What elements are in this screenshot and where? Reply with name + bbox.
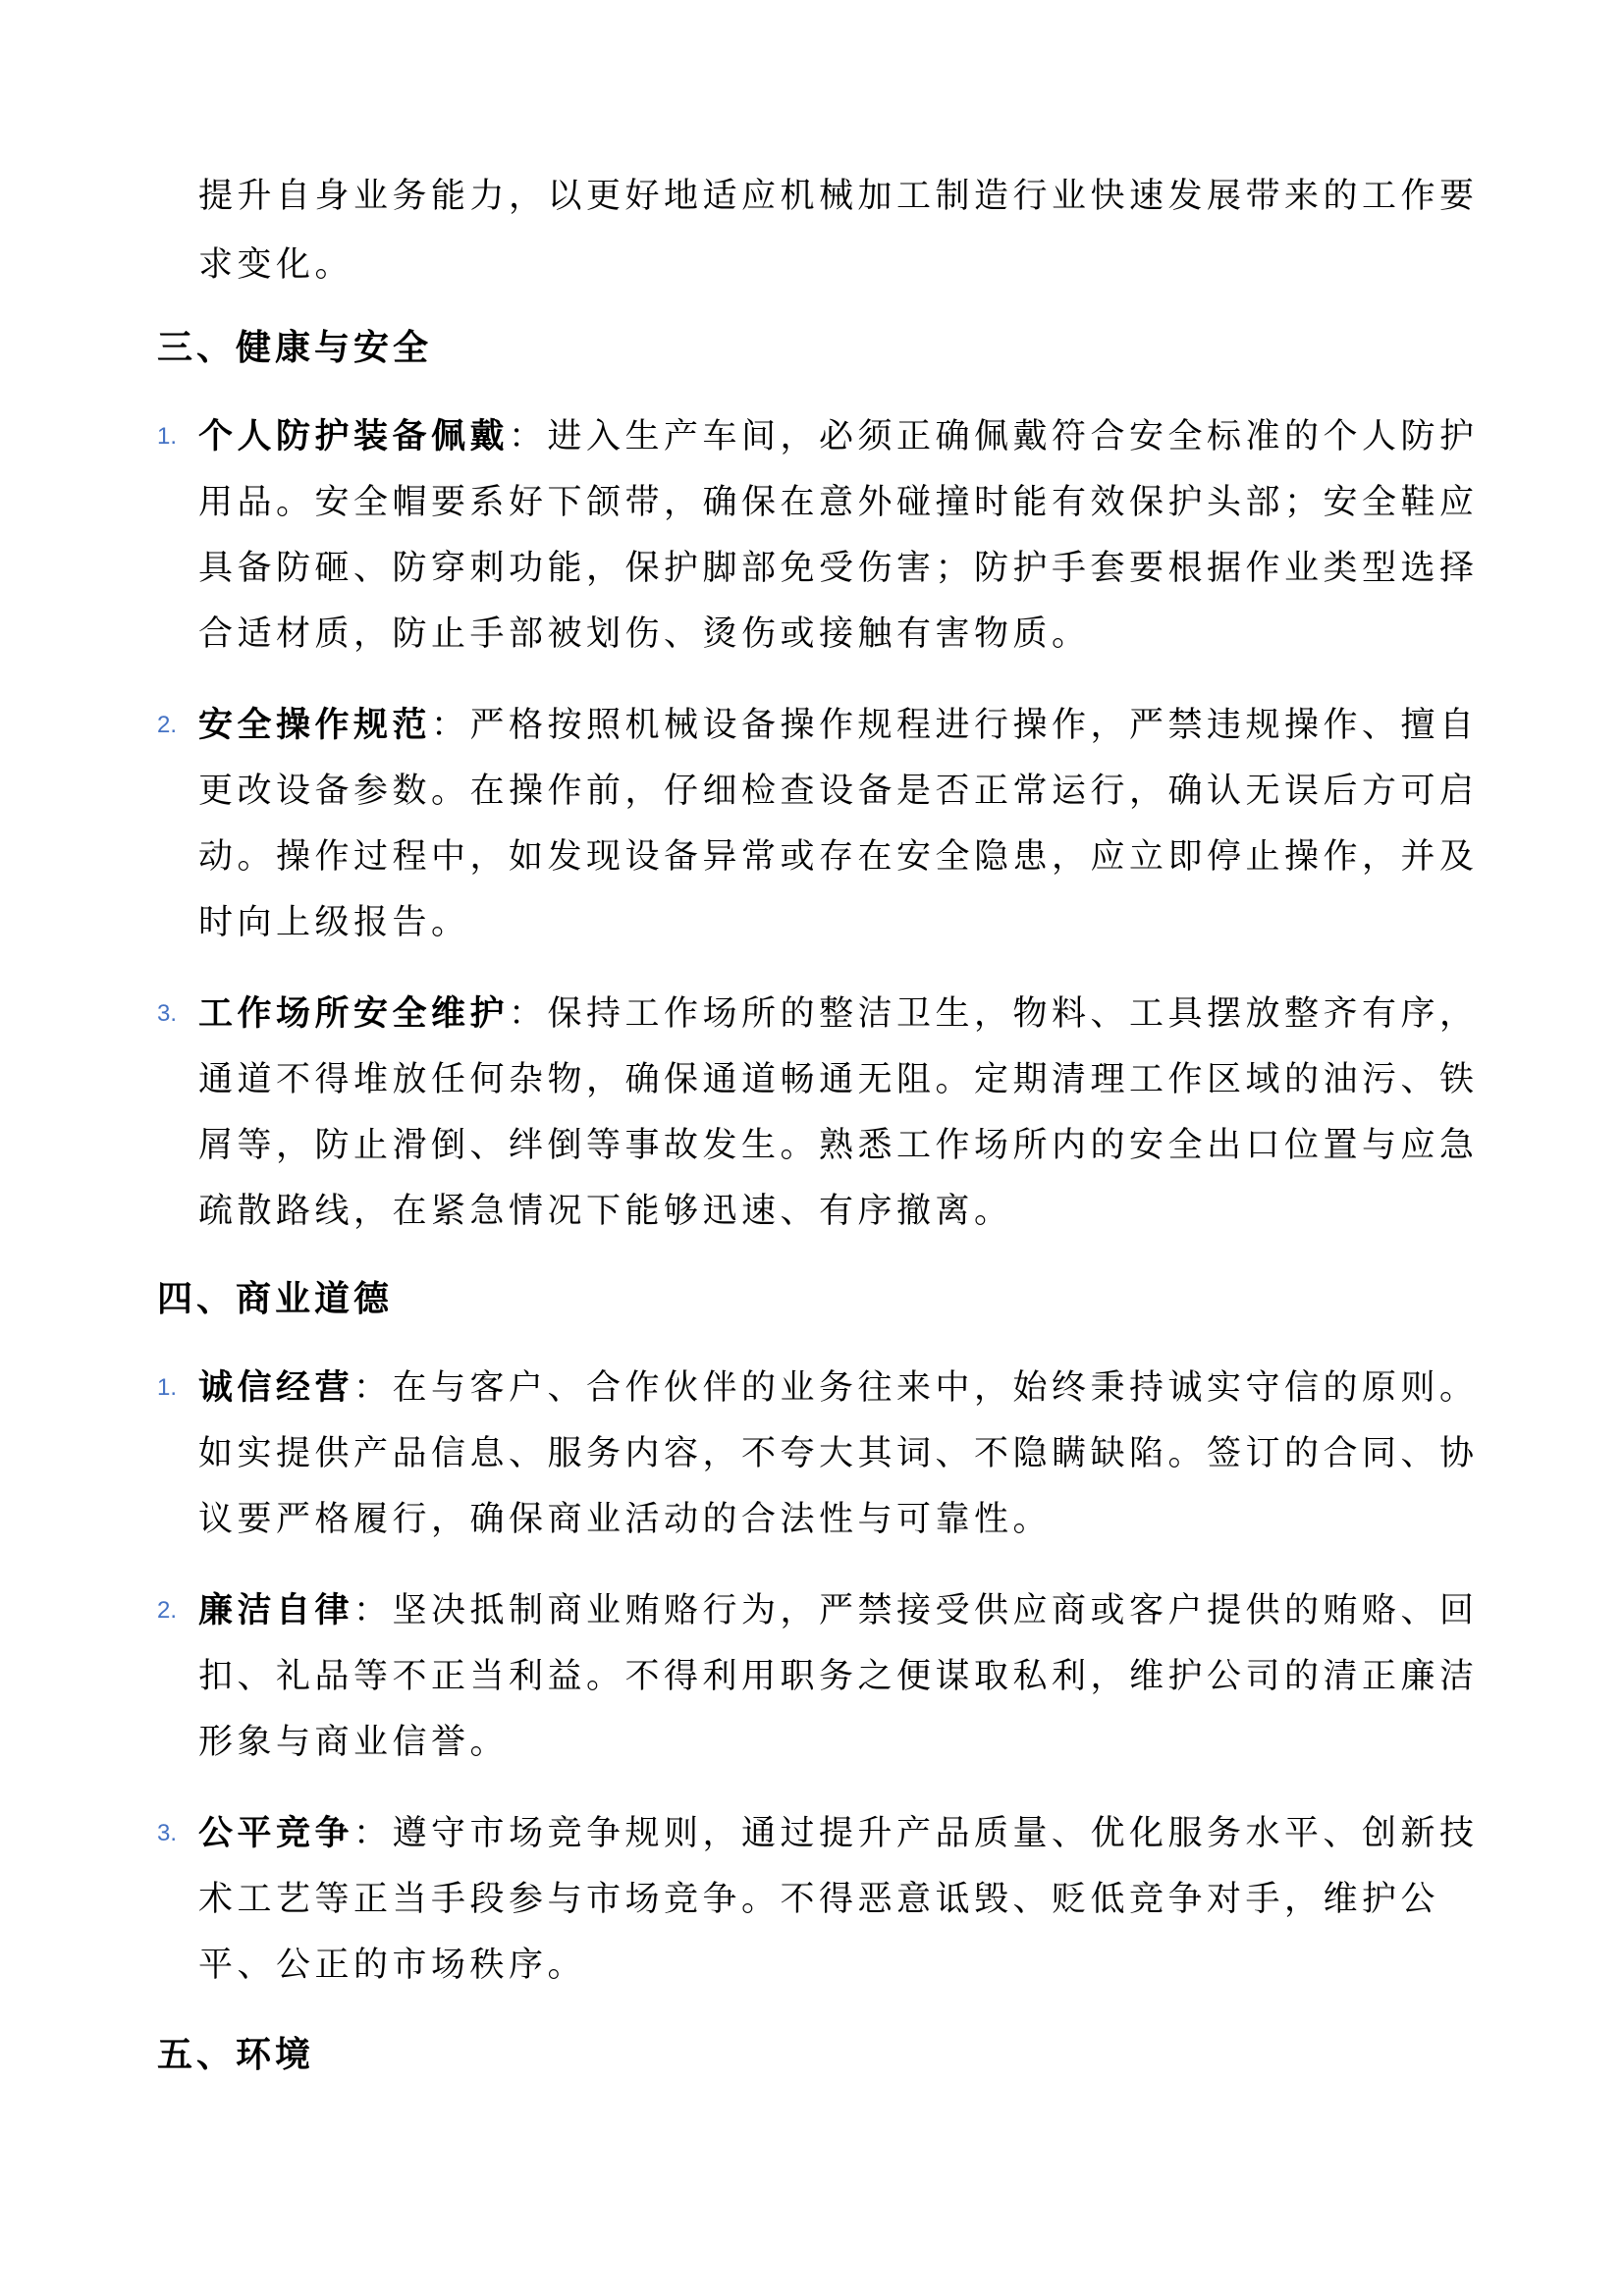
list-item-first-line [198, 1587, 1479, 1634]
list-item-text: ：严格按照机械设备操作规程进行操作，严禁违规操作、擅自 [431, 706, 1479, 745]
body-text-line: 术工艺等正当手段参与市场竞争。不得恶意诋毁、贬低竞争对手，维护公 [198, 1880, 1440, 1919]
list-number: 1. [157, 1374, 178, 1401]
list-item-term: 诚信经营 [198, 1368, 354, 1408]
list-number: 3. [157, 1820, 178, 1846]
section-heading-environment: 五、环境 [157, 2035, 315, 2075]
body-text-line: 屑等，防止滑倒、绊倒等事故发生。熟悉工作场所内的安全出口位置与应急 [198, 1126, 1479, 1165]
body-text-line: 合适材质，防止手部被划伤、烫伤或接触有害物质。 [198, 614, 1091, 654]
list-number: 3. [157, 1000, 178, 1027]
body-text-line: 求变化。 [198, 245, 354, 285]
body-text-line: 扣、礼品等不正当利益。不得利用职务之便谋取私利，维护公司的清正廉洁 [198, 1657, 1479, 1696]
list-item-first-line [198, 1364, 1479, 1412]
body-text-line: 更改设备参数。在操作前，仔细检查设备是否正常运行，确认无误后方可启 [198, 772, 1479, 811]
list-item-text: ：坚决抵制商业贿赂行为，严禁接受供应商或客户提供的贿赂、回 [353, 1591, 1479, 1630]
list-item-term: 安全操作规范 [198, 706, 432, 745]
body-text-line: 动。操作过程中，如发现设备异常或存在安全隐患，应立即停止操作，并及 [198, 837, 1479, 877]
body-text-line: 疏散路线，在紧急情况下能够迅速、有序撤离。 [198, 1192, 1013, 1231]
body-text-line: 如实提供产品信息、服务内容，不夸大其词、不隐瞒缺陷。签订的合同、协 [198, 1434, 1479, 1473]
list-item-first-line [198, 413, 1479, 460]
body-text-line: 平、公正的市场秩序。 [198, 1946, 587, 1985]
list-item-first-line [198, 990, 1479, 1038]
body-text-line: 时向上级报告。 [198, 903, 470, 942]
list-item-text: ：在与客户、合作伙伴的业务往来中，始终秉持诚实守信的原则。 [353, 1368, 1479, 1408]
list-number: 2. [157, 712, 178, 738]
list-number: 2. [157, 1597, 178, 1624]
body-text-line: 形象与商业信誉。 [198, 1723, 510, 1762]
list-item-term: 廉洁自律 [198, 1591, 354, 1630]
list-number: 1. [157, 423, 178, 450]
section-heading-business-ethics: 四、商业道德 [157, 1279, 394, 1319]
list-item-first-line [198, 1810, 1479, 1857]
list-item-first-line [198, 702, 1479, 749]
list-item-term: 个人防护装备佩戴 [198, 417, 510, 456]
list-item-term: 工作场所安全维护 [198, 994, 510, 1034]
section-heading-health-safety: 三、健康与安全 [157, 328, 433, 368]
list-item-text: ：遵守市场竞争规则，通过提升产品质量、优化服务水平、创新技 [353, 1814, 1479, 1853]
body-text-line: 用品。安全帽要系好下颌带，确保在意外碰撞时能有效保护头部；安全鞋应 [198, 483, 1479, 522]
body-text-line: 提升自身业务能力，以更好地适应机械加工制造行业快速发展带来的工作要 [198, 177, 1479, 216]
list-item-text: ：进入生产车间，必须正确佩戴符合安全标准的个人防护 [509, 417, 1479, 456]
list-item-term: 公平竞争 [198, 1814, 354, 1853]
body-text-line: 议要严格履行，确保商业活动的合法性与可靠性。 [198, 1500, 1053, 1539]
body-text-line: 通道不得堆放任何杂物，确保通道畅通无阻。定期清理工作区域的油污、铁 [198, 1060, 1479, 1099]
list-item-text: ：保持工作场所的整洁卫生，物料、工具摆放整齐有序， [509, 994, 1479, 1034]
body-text-line: 具备防砸、防穿刺功能，保护脚部免受伤害；防护手套要根据作业类型选择 [198, 549, 1479, 588]
